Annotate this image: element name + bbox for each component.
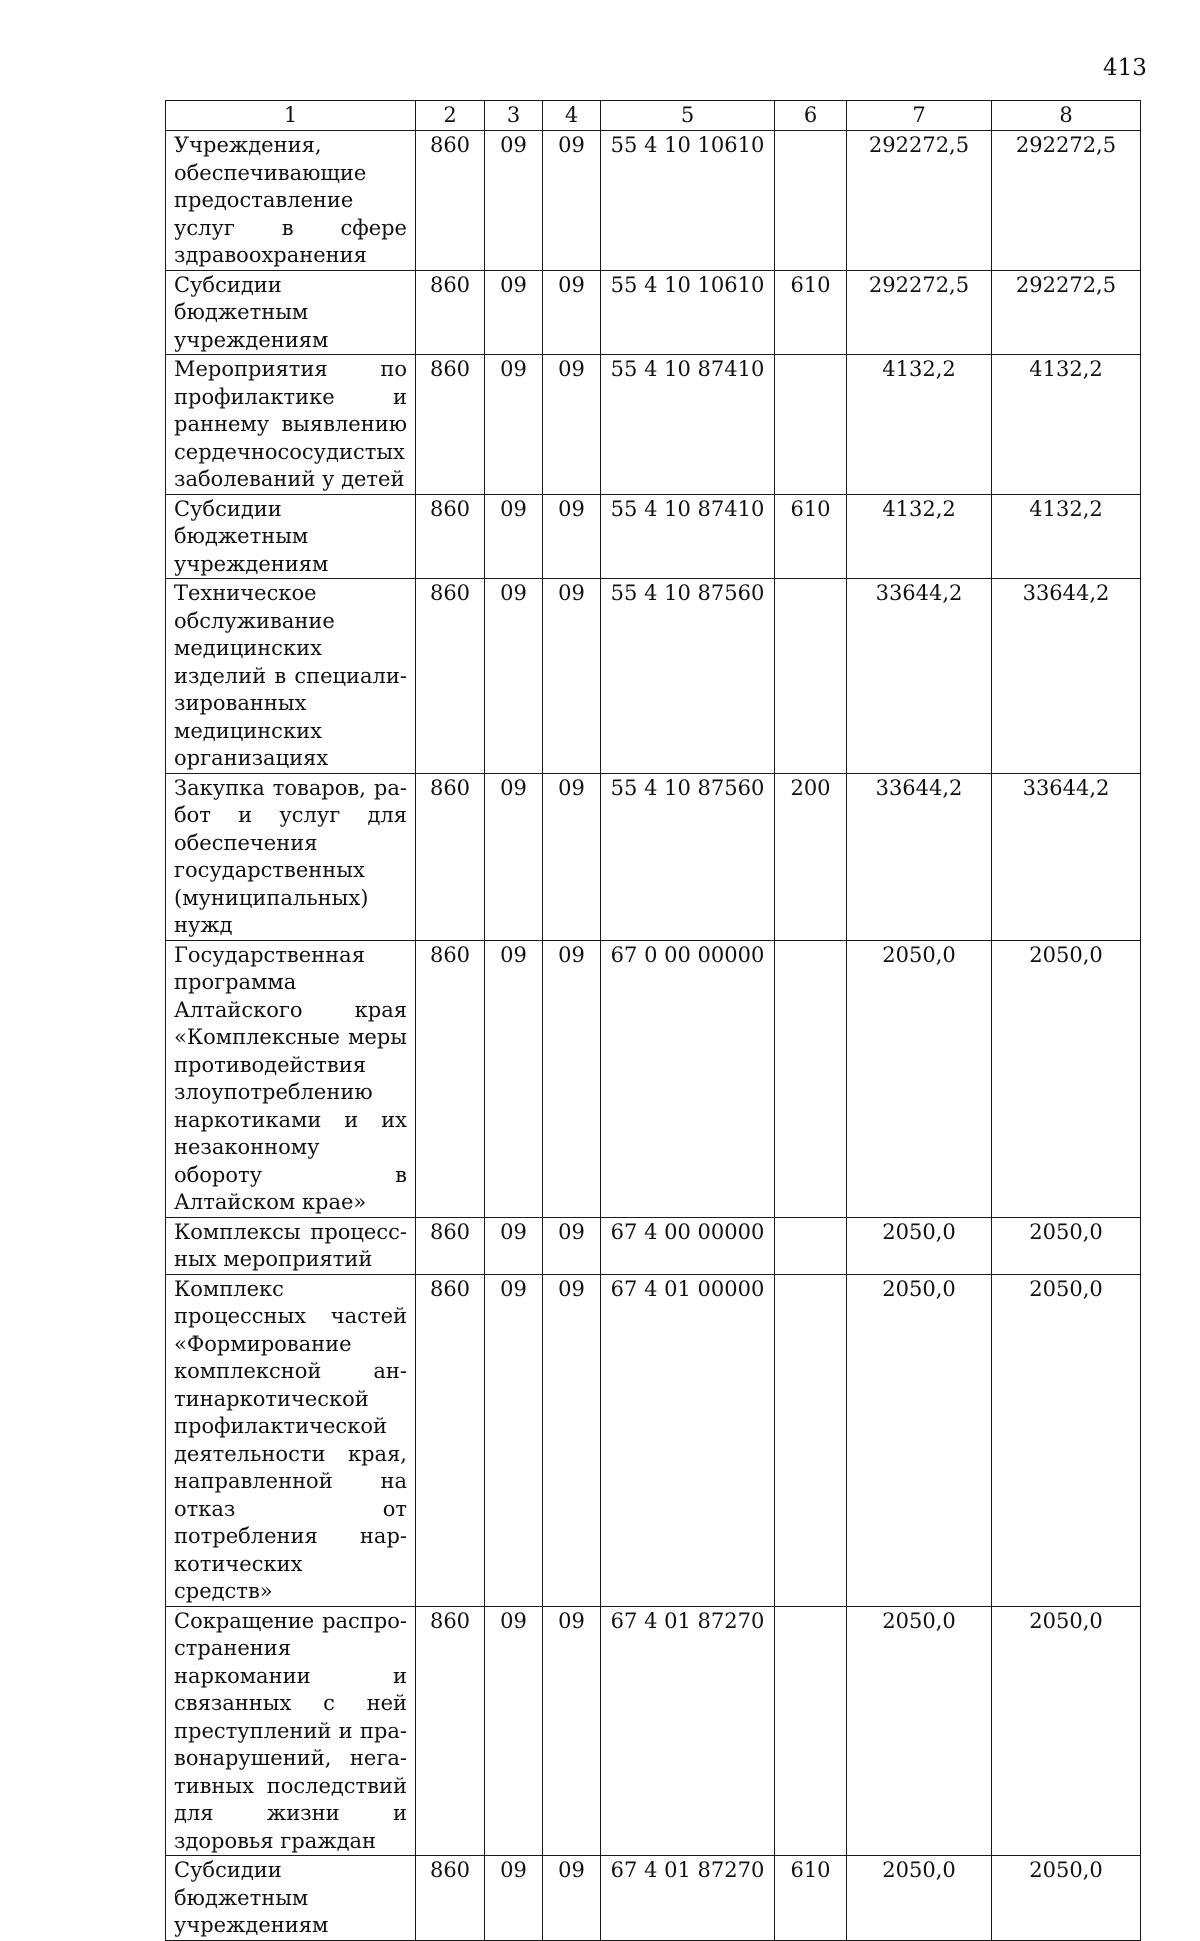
row-section-cell: 09 [485, 131, 543, 271]
row-subsection-cell: 09 [543, 1856, 601, 1941]
row-code-cell: 860 [416, 1274, 485, 1606]
header-cell: 2 [416, 101, 485, 131]
table-row [166, 270, 1141, 355]
row-expense-type-cell [775, 131, 847, 271]
row-amount-cell: 4132,2 [847, 494, 992, 579]
row-amount-cell: 2050,0 [992, 1606, 1141, 1856]
row-target-article-cell: 55 4 10 10610 [601, 131, 775, 271]
row-subsection-cell: 09 [543, 1606, 601, 1856]
row-section-cell: 09 [485, 494, 543, 579]
row-subsection-cell: 09 [543, 1274, 601, 1606]
row-amount-cell: 292272,5 [992, 131, 1141, 271]
row-name-cell: Субсидии бюджетным учреждениям [166, 1856, 416, 1941]
table-row [166, 1274, 1141, 1606]
table-row [166, 131, 1141, 271]
row-target-article-cell: 67 4 01 87270 [601, 1606, 775, 1856]
row-expense-type-cell: 610 [775, 270, 847, 355]
row-expense-type-cell [775, 1217, 847, 1274]
row-subsection-cell: 09 [543, 773, 601, 940]
row-section-cell: 09 [485, 773, 543, 940]
row-section-cell: 09 [485, 940, 543, 1217]
row-name-cell: Мероприятия по профилактике и раннему выявлению сердечнососудистых заболеваний у детей [166, 355, 416, 495]
row-target-article-cell: 55 4 10 87410 [601, 355, 775, 495]
header-cell: 8 [992, 101, 1141, 131]
row-amount-cell: 2050,0 [992, 1856, 1141, 1941]
row-amount-cell: 2050,0 [847, 1217, 992, 1274]
table-row [166, 773, 1141, 940]
row-target-article-cell: 67 4 00 00000 [601, 1217, 775, 1274]
row-subsection-cell: 09 [543, 355, 601, 495]
row-code-cell: 860 [416, 579, 485, 774]
table-row [166, 355, 1141, 495]
table-row [166, 1606, 1141, 1856]
row-code-cell: 860 [416, 131, 485, 271]
row-target-article-cell: 55 4 10 87410 [601, 494, 775, 579]
row-amount-cell: 33644,2 [847, 773, 992, 940]
row-name-cell: Сокращение распространения наркомании и связанных с ней преступлений и правонарушений, негативных последствий для жизни и здоровья граждан [166, 1606, 416, 1856]
row-target-article-cell: 55 4 10 87560 [601, 773, 775, 940]
row-subsection-cell: 09 [543, 940, 601, 1217]
row-name-cell: Закупка товаров, работ и услуг для обеспечения государственных (муниципальных) нужд [166, 773, 416, 940]
row-code-cell: 860 [416, 940, 485, 1217]
row-amount-cell: 33644,2 [847, 579, 992, 774]
row-code-cell: 860 [416, 1606, 485, 1856]
row-name-cell: Субсидии бюджетным учреждениям [166, 494, 416, 579]
row-section-cell: 09 [485, 1606, 543, 1856]
row-target-article-cell: 55 4 10 87560 [601, 579, 775, 774]
row-expense-type-cell [775, 1274, 847, 1606]
row-target-article-cell: 55 4 10 10610 [601, 270, 775, 355]
row-subsection-cell: 09 [543, 494, 601, 579]
row-section-cell: 09 [485, 1217, 543, 1274]
row-target-article-cell: 67 0 00 00000 [601, 940, 775, 1217]
table-row [166, 579, 1141, 774]
row-name-cell: Комплексы процессных мероприятий [166, 1217, 416, 1274]
row-amount-cell: 2050,0 [992, 940, 1141, 1217]
page-number: 413 [1103, 55, 1147, 81]
header-cell: 3 [485, 101, 543, 131]
row-amount-cell: 2050,0 [847, 1274, 992, 1606]
row-code-cell: 860 [416, 494, 485, 579]
row-section-cell: 09 [485, 270, 543, 355]
row-expense-type-cell [775, 579, 847, 774]
header-cell: 5 [601, 101, 775, 131]
row-subsection-cell: 09 [543, 1217, 601, 1274]
table-header-row [166, 101, 1141, 131]
row-name-cell: Учреждения, обеспечивающие предоставление услуг в сфере здравоохранения [166, 131, 416, 271]
row-expense-type-cell [775, 940, 847, 1217]
header-cell: 6 [775, 101, 847, 131]
row-subsection-cell: 09 [543, 270, 601, 355]
header-cell: 4 [543, 101, 601, 131]
row-expense-type-cell [775, 355, 847, 495]
table-row [166, 1856, 1141, 1941]
row-amount-cell: 2050,0 [847, 940, 992, 1217]
row-amount-cell: 33644,2 [992, 773, 1141, 940]
row-code-cell: 860 [416, 1217, 485, 1274]
row-name-cell: Техническое обслуживание медицинских изделий в специализированных медицинских организациях [166, 579, 416, 774]
row-expense-type-cell: 610 [775, 494, 847, 579]
row-section-cell: 09 [485, 355, 543, 495]
row-expense-type-cell: 610 [775, 1856, 847, 1941]
row-section-cell: 09 [485, 1274, 543, 1606]
row-expense-type-cell: 200 [775, 773, 847, 940]
row-amount-cell: 292272,5 [847, 131, 992, 271]
row-amount-cell: 292272,5 [847, 270, 992, 355]
row-section-cell: 09 [485, 579, 543, 774]
row-amount-cell: 2050,0 [847, 1606, 992, 1856]
row-target-article-cell: 67 4 01 00000 [601, 1274, 775, 1606]
row-code-cell: 860 [416, 773, 485, 940]
table-row [166, 1217, 1141, 1274]
row-section-cell: 09 [485, 1856, 543, 1941]
row-subsection-cell: 09 [543, 131, 601, 271]
row-amount-cell: 4132,2 [992, 355, 1141, 495]
row-amount-cell: 4132,2 [992, 494, 1141, 579]
budget-table [165, 100, 1141, 1941]
row-name-cell: Субсидии бюджетным учреждениям [166, 270, 416, 355]
row-code-cell: 860 [416, 270, 485, 355]
row-name-cell: Государственная программа Алтайского края «Комплексные меры противодействия злоупотреблению наркотиками и их незаконному обороту в Алтайском крае» [166, 940, 416, 1217]
row-subsection-cell: 09 [543, 579, 601, 774]
row-amount-cell: 292272,5 [992, 270, 1141, 355]
row-code-cell: 860 [416, 355, 485, 495]
row-amount-cell: 2050,0 [992, 1217, 1141, 1274]
row-amount-cell: 4132,2 [847, 355, 992, 495]
row-name-cell: Комплекс процессных частей «Формирование комплексной антинаркотической профилактической деятельности края, направленной на отказ от потребления наркотических средств» [166, 1274, 416, 1606]
row-code-cell: 860 [416, 1856, 485, 1941]
row-amount-cell: 33644,2 [992, 579, 1141, 774]
row-amount-cell: 2050,0 [992, 1274, 1141, 1606]
row-expense-type-cell [775, 1606, 847, 1856]
table-row [166, 940, 1141, 1217]
row-amount-cell: 2050,0 [847, 1856, 992, 1941]
table-row [166, 494, 1141, 579]
header-cell: 7 [847, 101, 992, 131]
header-cell: 1 [166, 101, 416, 131]
row-target-article-cell: 67 4 01 87270 [601, 1856, 775, 1941]
